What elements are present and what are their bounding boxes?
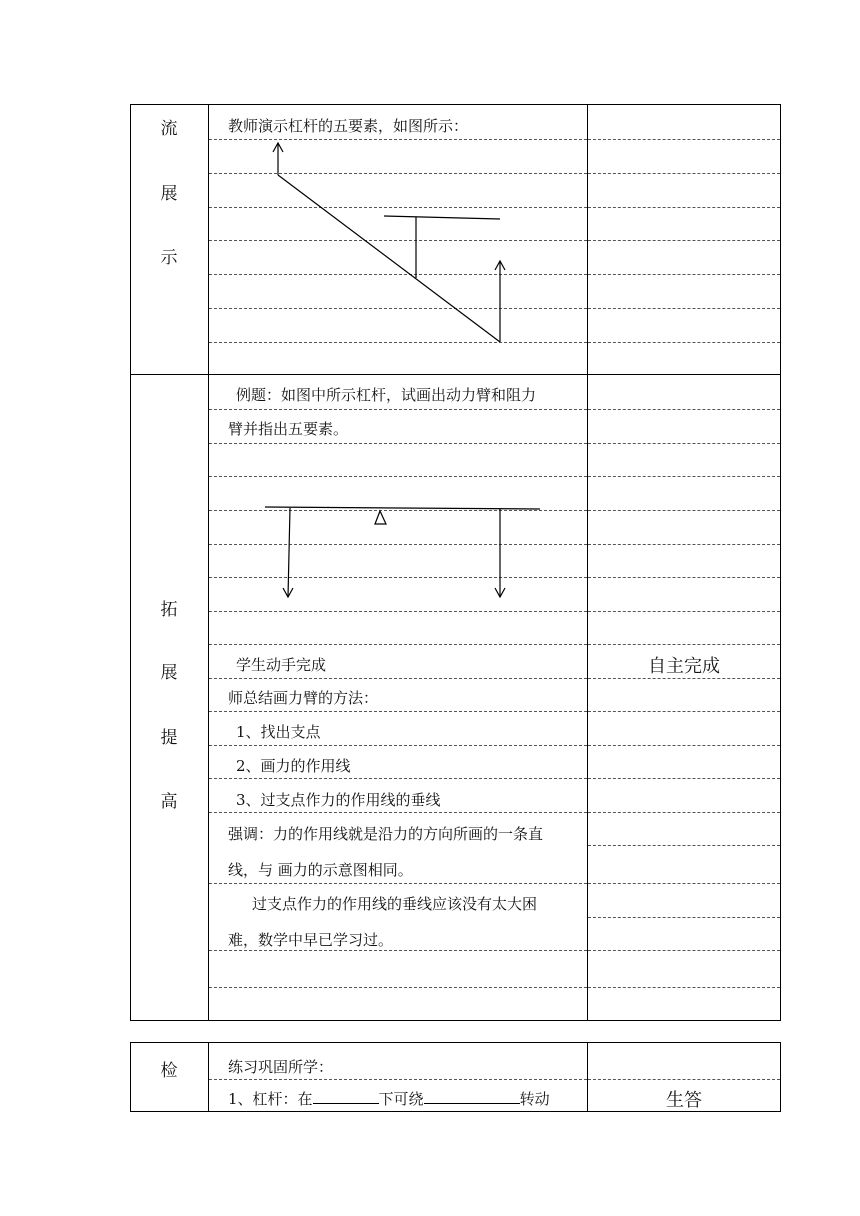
section2-label-char-3: 提 <box>160 728 178 748</box>
student-answer-note: 生答 <box>666 1090 702 1111</box>
emphasis-line-2: 线，与 画力的示意图相同。 <box>228 861 413 879</box>
step-2-text: 2、画力的作用线 <box>236 757 351 775</box>
lever-bar <box>265 507 540 509</box>
section2-label-char-4: 高 <box>160 792 178 812</box>
lever-bar <box>278 175 500 342</box>
column-divider-left <box>208 1043 209 1111</box>
ruled-line-right <box>588 1079 780 1080</box>
self-complete-note: 自主完成 <box>648 656 720 677</box>
lever-example-figure <box>260 500 550 605</box>
example-question-line-2: 臂并指出五要素。 <box>228 420 349 438</box>
fulcrum-triangle <box>375 511 386 524</box>
section1-label-char-3: 示 <box>160 248 178 268</box>
note-line-2: 难，数学中早已学习过。 <box>228 931 394 949</box>
student-activity-text: 学生动手完成 <box>236 656 327 674</box>
emphasis-line-1: 强调：力的作用线就是沿力的方向所画的一条直 <box>228 825 544 843</box>
step-1-text: 1、找出支点 <box>236 723 321 741</box>
section-divider <box>131 374 780 375</box>
question-1 <box>228 1089 550 1109</box>
question-1-suffix: 转动 <box>519 1090 550 1108</box>
wall-line <box>384 216 500 219</box>
note-line-1: 过支点作力的作用线的垂线应该没有太大困 <box>252 895 538 913</box>
question-1-middle: 下可绕 <box>378 1090 424 1108</box>
section3-label-char-1: 检 <box>160 1061 178 1081</box>
section1-label-char-1: 流 <box>160 119 178 139</box>
lever-demo-figure <box>260 135 520 350</box>
section2-label-char-2: 展 <box>160 663 178 683</box>
section1-intro-text: 教师演示杠杆的五要素，如图所示： <box>228 117 469 135</box>
summary-heading: 师总结画力臂的方法： <box>228 689 379 707</box>
force-arrow-down-left <box>288 508 290 597</box>
section1-label-char-2: 展 <box>160 184 178 204</box>
step-3-text: 3、过支点作力的作用线的垂线 <box>236 791 441 809</box>
practice-heading: 练习巩固所学： <box>228 1058 334 1076</box>
answer-blank-1[interactable] <box>313 1089 379 1104</box>
example-question-line-1: 例题：如图中所示杠杆，试画出动力臂和阻力 <box>236 386 537 404</box>
ruled-line-middle <box>209 1079 587 1080</box>
section2-label-char-1: 拓 <box>160 600 178 620</box>
answer-blank-2[interactable] <box>424 1089 520 1104</box>
question-1-prefix: 1、杠杆：在 <box>228 1090 313 1108</box>
